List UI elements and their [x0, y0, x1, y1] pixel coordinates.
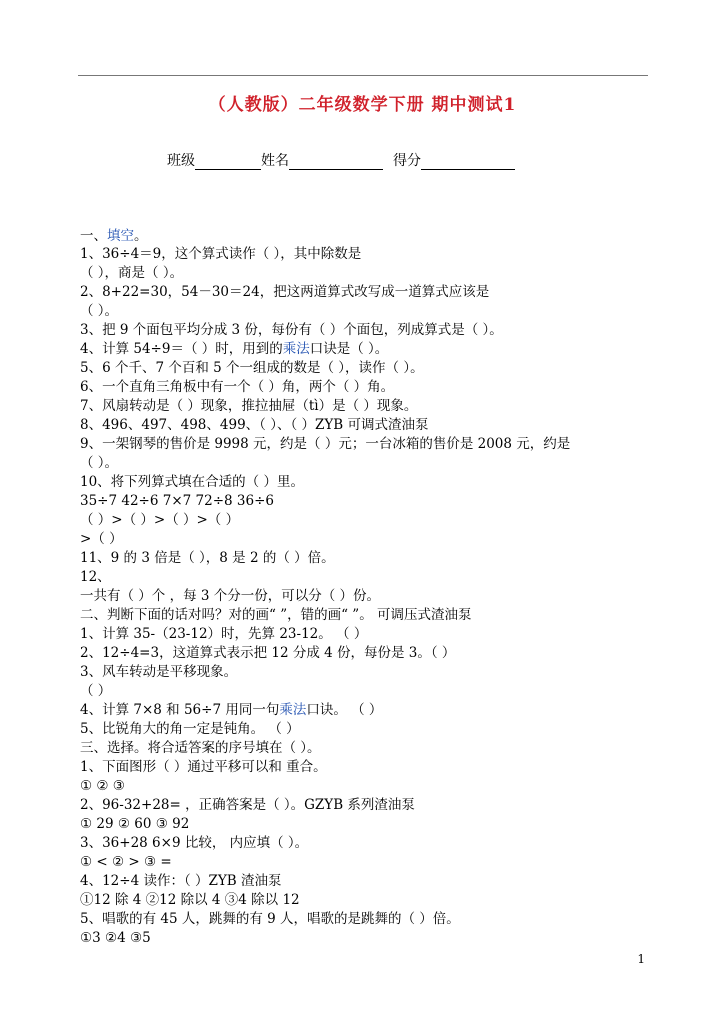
text-line	[80, 283, 489, 301]
text-line	[80, 511, 239, 529]
text-line	[80, 910, 460, 928]
text-line	[80, 625, 367, 643]
text-line	[80, 663, 237, 681]
top-rule	[78, 75, 648, 76]
text-line	[80, 644, 455, 662]
line-text: （ ）。	[80, 455, 119, 471]
text-line	[80, 796, 415, 814]
class-blank[interactable]	[195, 155, 261, 170]
line-text: 35÷7 42÷6 7×7 72÷8 36÷6	[80, 493, 274, 509]
line-text: 1、36÷4＝9，这个算式读作（ ），其中除数是	[80, 246, 362, 262]
page-number: 1	[637, 952, 645, 966]
text-line	[80, 397, 417, 415]
text-line	[80, 682, 111, 700]
text-line	[80, 549, 335, 567]
line-text: 12、	[80, 569, 111, 585]
text-line	[80, 302, 118, 320]
name-label: 姓名	[261, 153, 289, 169]
line-text: 11、9 的 3 倍是（ ），8 是 2 的（ ）倍。	[80, 550, 335, 566]
line-text: ① < ② > ③ =	[80, 854, 172, 870]
line-text: 6、一个直角三角板中有一个（ ）角，两个（ ）角。	[80, 379, 395, 395]
text-line	[80, 264, 183, 282]
line-text: 5、比锐角大的角一定是钝角。 （ ）	[80, 721, 300, 737]
text-line	[80, 568, 111, 586]
line-text: 。	[134, 228, 148, 244]
line-text: ①3 ②4 ③5	[80, 930, 151, 946]
highlighted-term: 乘法	[282, 341, 310, 357]
score-label: 得分	[393, 153, 421, 169]
line-text: 2、96-32+28= ，正确答案是（ ）。GZYB 系列渣油泵	[80, 797, 415, 813]
line-text: 口诀是（ ）。	[309, 341, 389, 357]
score-blank[interactable]	[421, 155, 515, 170]
text-line	[80, 530, 123, 548]
text-line	[80, 473, 304, 491]
line-text: 5、6 个千、7 个百和 5 个一组成的数是（ ），读作（ ）。	[80, 360, 424, 376]
line-text: （ ）>（ ）>（ ）>（ ）	[80, 512, 240, 528]
line-text: 10、将下列算式填在合适的（ ）里。	[80, 474, 304, 490]
text-line	[80, 720, 300, 738]
text-line	[80, 435, 570, 453]
page-title: （人教版）二年级数学下册 期中测试1	[208, 95, 517, 115]
text-line	[80, 321, 503, 339]
text-line	[80, 227, 148, 245]
text-line	[80, 891, 300, 909]
score-field	[393, 150, 515, 168]
line-text: 5、唱歌的有 45 人，跳舞的有 9 人，唱歌的是跳舞的（ ）倍。	[80, 911, 460, 927]
text-line	[80, 701, 382, 719]
text-line	[80, 245, 361, 263]
line-text: 4、计算 54÷9＝（ ）时，用到的	[80, 341, 283, 357]
line-text: 1、计算 35-（23-12）时，先算 23-12。 （ ）	[80, 626, 368, 642]
text-line	[80, 606, 471, 624]
line-text: 口诀。 （ ）	[306, 702, 383, 718]
line-text: 一、	[80, 228, 107, 244]
line-text: 9、一架钢琴的售价是 9998 元，约是（ ）元；一台冰箱的售价是 2008 元，约是	[80, 436, 571, 452]
line-text: 8、496、497、498、499、（ ）、（ ）ZYB 可调式渣油泵	[80, 417, 429, 433]
line-text: 2、8+22=30，54－30＝24，把这两道算式改写成一道算式应该是	[80, 284, 490, 300]
line-text: （ ）	[80, 683, 112, 699]
line-text: ① 29 ② 60 ③ 92	[80, 816, 190, 832]
text-line	[80, 853, 172, 871]
class-field	[167, 150, 261, 168]
text-line	[80, 739, 321, 757]
text-line	[80, 378, 394, 396]
text-line	[80, 815, 189, 833]
line-text: 4、计算 7×8 和 56÷7 用同一句	[80, 702, 280, 718]
text-line	[80, 340, 388, 358]
line-text: ① ② ③	[80, 778, 125, 794]
text-line	[80, 416, 429, 434]
text-line	[80, 454, 118, 472]
line-text: 7、风扇转动是（ ）现象，推拉抽屉（tì）是（ ）现象。	[80, 398, 418, 414]
line-text: （ ），商是（ ）。	[80, 265, 184, 281]
line-text: 三、选择。将合适答案的序号填在（ ）。	[80, 740, 321, 756]
text-line	[80, 758, 327, 776]
line-text: 4、12÷4 读作：（ ）ZYB 渣油泵	[80, 873, 282, 889]
line-text: 3、把 9 个面包平均分成 3 份，每份有（ ）个面包，列成算式是（ ）。	[80, 322, 503, 338]
name-field	[261, 150, 383, 168]
text-line	[80, 359, 424, 377]
line-text: 3、36+28 6×9 比较， 内应填（ ）。	[80, 835, 309, 851]
text-line	[80, 777, 125, 795]
line-text: 3、风车转动是平移现象。	[80, 664, 238, 680]
text-line	[80, 929, 151, 947]
text-line	[80, 834, 308, 852]
text-line	[80, 872, 282, 890]
line-text: 1、下面图形（ ）通过平移可以和 重合。	[80, 759, 327, 775]
class-label: 班级	[167, 153, 195, 169]
text-line	[80, 492, 274, 510]
line-text: （ ）。	[80, 303, 119, 319]
name-blank[interactable]	[289, 155, 383, 170]
highlighted-term: 填空	[107, 228, 134, 244]
text-line	[80, 587, 380, 605]
line-text: 二、判断下面的话对吗？对的画“ ”，错的画“ ”。 可调压式渣油泵	[80, 607, 472, 623]
line-text: 一共有（ ）个 ，每 3 个分一份，可以分（ ）份。	[80, 588, 381, 604]
line-text: ①12 除 4 ②12 除以 4 ③4 除以 12	[80, 892, 300, 908]
line-text: >（ ）	[80, 531, 123, 547]
highlighted-term: 乘法	[279, 702, 307, 718]
line-text: 2、12÷4=3，这道算式表示把 12 分成 4 份，每份是 3。（ ）	[80, 645, 456, 661]
